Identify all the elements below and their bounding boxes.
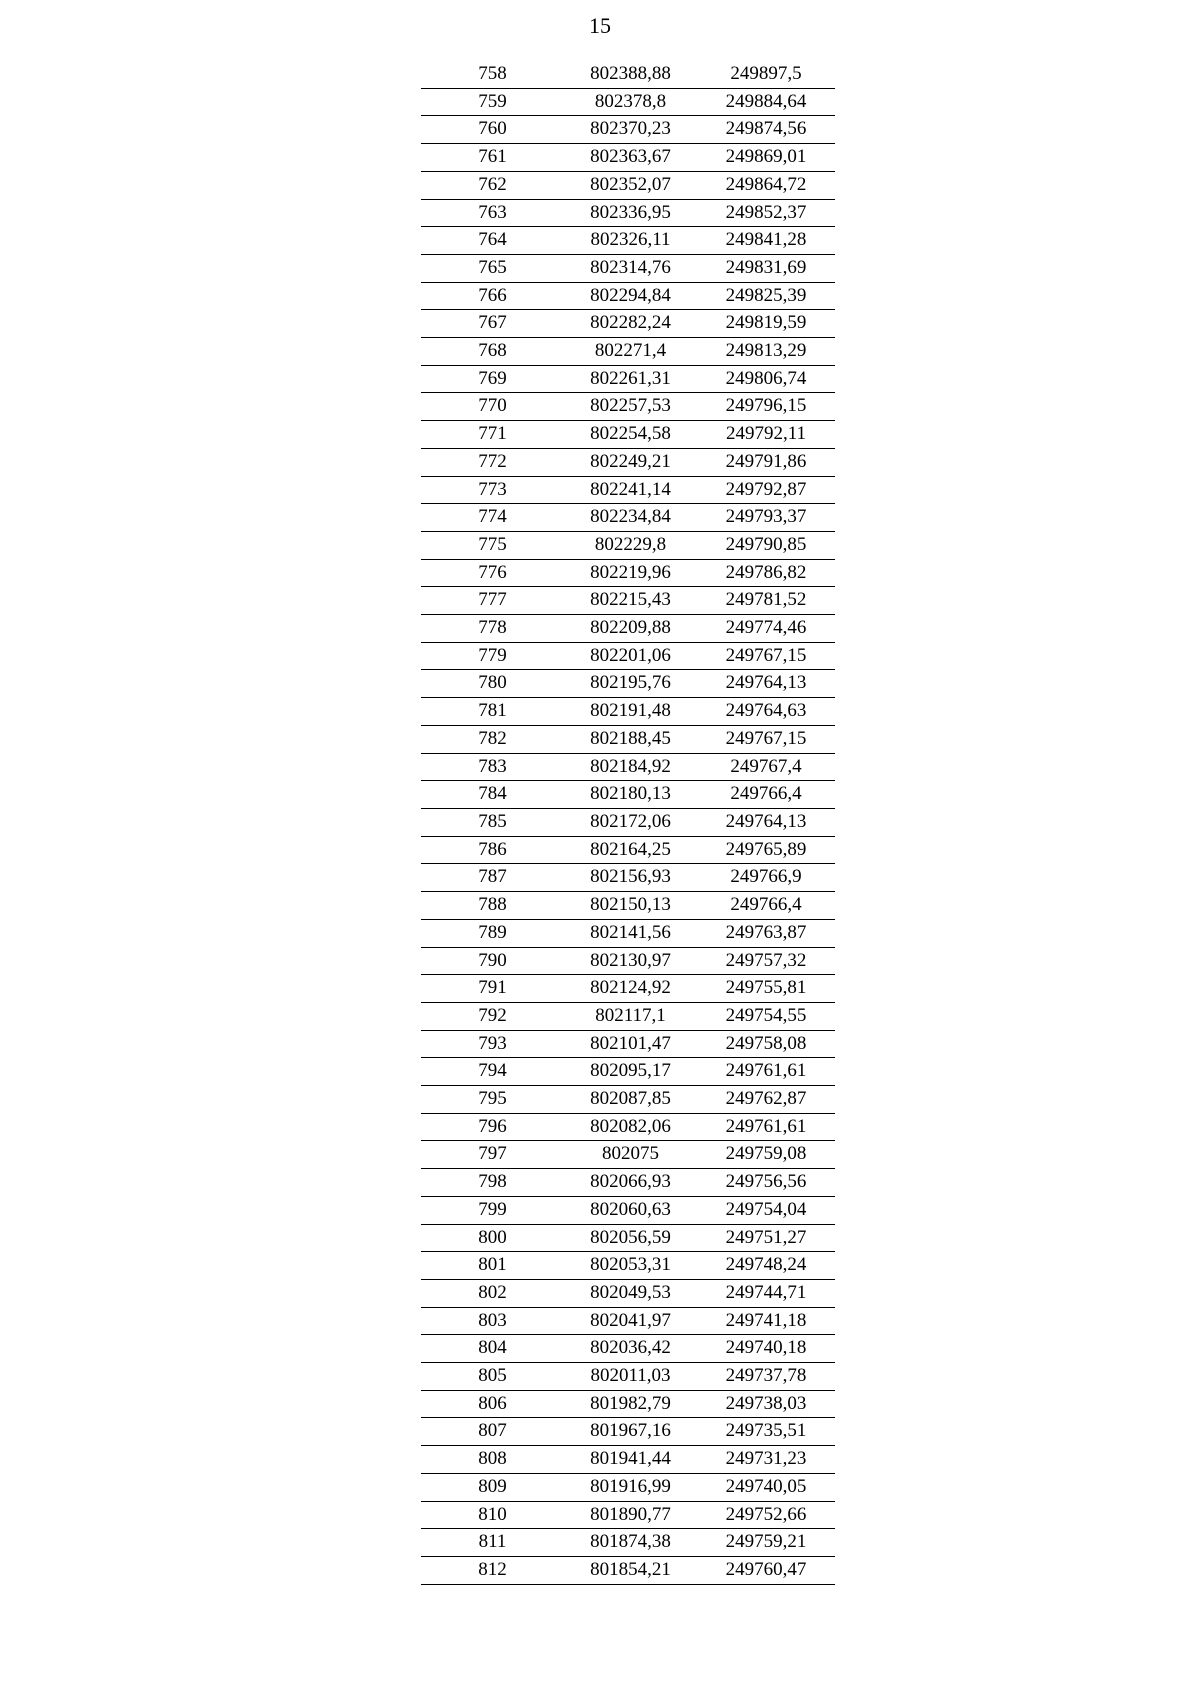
- table-row: [421, 338, 835, 366]
- table-row: [421, 144, 835, 172]
- point-number-cell: 791: [421, 975, 564, 1003]
- x-coordinate-cell: 802234,84: [564, 504, 697, 532]
- table-row: [421, 725, 835, 753]
- x-coordinate-cell: 802215,43: [564, 587, 697, 615]
- x-coordinate-cell: 802087,85: [564, 1086, 697, 1114]
- x-coordinate-cell: 802053,31: [564, 1252, 697, 1280]
- table-row: [421, 88, 835, 116]
- x-coordinate-cell: 802336,95: [564, 199, 697, 227]
- point-number-cell: 797: [421, 1141, 564, 1169]
- point-number-cell: 796: [421, 1113, 564, 1141]
- x-coordinate-cell: 802156,93: [564, 864, 697, 892]
- page-number: 15: [589, 13, 611, 38]
- y-coordinate-cell: 249767,4: [697, 753, 835, 781]
- point-number-cell: 798: [421, 1169, 564, 1197]
- point-number-cell: 786: [421, 836, 564, 864]
- y-coordinate-cell: 249741,18: [697, 1307, 835, 1335]
- y-coordinate-cell: 249897,5: [697, 61, 835, 88]
- point-number-cell: 783: [421, 753, 564, 781]
- table-row: [421, 1418, 835, 1446]
- y-coordinate-cell: 249762,87: [697, 1086, 835, 1114]
- x-coordinate-cell: 801941,44: [564, 1446, 697, 1474]
- x-coordinate-cell: 801967,16: [564, 1418, 697, 1446]
- table-row: [421, 1058, 835, 1086]
- table-row: [421, 393, 835, 421]
- y-coordinate-cell: 249748,24: [697, 1252, 835, 1280]
- table-row: [421, 171, 835, 199]
- y-coordinate-cell: 249774,46: [697, 615, 835, 643]
- table-row: [421, 254, 835, 282]
- point-number-cell: 809: [421, 1473, 564, 1501]
- point-number-cell: 808: [421, 1446, 564, 1474]
- point-number-cell: 787: [421, 864, 564, 892]
- x-coordinate-cell: 802191,48: [564, 698, 697, 726]
- point-number-cell: 794: [421, 1058, 564, 1086]
- table-row: [421, 1252, 835, 1280]
- point-number-cell: 804: [421, 1335, 564, 1363]
- y-coordinate-cell: 249756,56: [697, 1169, 835, 1197]
- table-row: [421, 1556, 835, 1584]
- point-number-cell: 803: [421, 1307, 564, 1335]
- table-row: [421, 1224, 835, 1252]
- table-row: [421, 310, 835, 338]
- x-coordinate-cell: 802257,53: [564, 393, 697, 421]
- table-row: [421, 1030, 835, 1058]
- y-coordinate-cell: 249852,37: [697, 199, 835, 227]
- x-coordinate-cell: 802036,42: [564, 1335, 697, 1363]
- point-number-cell: 772: [421, 448, 564, 476]
- y-coordinate-cell: 249864,72: [697, 171, 835, 199]
- y-coordinate-cell: 249761,61: [697, 1113, 835, 1141]
- x-coordinate-cell: 802049,53: [564, 1279, 697, 1307]
- y-coordinate-cell: 249757,32: [697, 947, 835, 975]
- y-coordinate-cell: 249766,4: [697, 892, 835, 920]
- x-coordinate-cell: 802101,47: [564, 1030, 697, 1058]
- y-coordinate-cell: 249767,15: [697, 642, 835, 670]
- table-row: [421, 781, 835, 809]
- x-coordinate-cell: 802117,1: [564, 1002, 697, 1030]
- table-row: [421, 1113, 835, 1141]
- table-row: [421, 1446, 835, 1474]
- x-coordinate-cell: 802180,13: [564, 781, 697, 809]
- point-number-cell: 782: [421, 725, 564, 753]
- x-coordinate-cell: 802254,58: [564, 421, 697, 449]
- table-row: [421, 1002, 835, 1030]
- point-number-cell: 769: [421, 365, 564, 393]
- x-coordinate-cell: 802141,56: [564, 919, 697, 947]
- y-coordinate-cell: 249831,69: [697, 254, 835, 282]
- table-row: [421, 587, 835, 615]
- point-number-cell: 775: [421, 531, 564, 559]
- y-coordinate-cell: 249764,13: [697, 808, 835, 836]
- y-coordinate-cell: 249786,82: [697, 559, 835, 587]
- x-coordinate-cell: 802195,76: [564, 670, 697, 698]
- y-coordinate-cell: 249758,08: [697, 1030, 835, 1058]
- x-coordinate-cell: 802363,67: [564, 144, 697, 172]
- x-coordinate-cell: 802201,06: [564, 642, 697, 670]
- table-row: [421, 615, 835, 643]
- x-coordinate-cell: 802282,24: [564, 310, 697, 338]
- y-coordinate-cell: 249813,29: [697, 338, 835, 366]
- y-coordinate-cell: 249759,08: [697, 1141, 835, 1169]
- y-coordinate-cell: 249764,63: [697, 698, 835, 726]
- table-row: [421, 531, 835, 559]
- x-coordinate-cell: 802130,97: [564, 947, 697, 975]
- table-row: [421, 1473, 835, 1501]
- x-coordinate-cell: 802095,17: [564, 1058, 697, 1086]
- point-number-cell: 779: [421, 642, 564, 670]
- x-coordinate-cell: 802261,31: [564, 365, 697, 393]
- table-row: [421, 670, 835, 698]
- y-coordinate-cell: 249751,27: [697, 1224, 835, 1252]
- x-coordinate-cell: 801916,99: [564, 1473, 697, 1501]
- point-number-cell: 778: [421, 615, 564, 643]
- table-row: [421, 808, 835, 836]
- y-coordinate-cell: 249766,9: [697, 864, 835, 892]
- point-number-cell: 766: [421, 282, 564, 310]
- y-coordinate-cell: 249806,74: [697, 365, 835, 393]
- x-coordinate-cell: 802164,25: [564, 836, 697, 864]
- point-number-cell: 810: [421, 1501, 564, 1529]
- point-number-cell: 758: [421, 61, 564, 88]
- y-coordinate-cell: 249841,28: [697, 227, 835, 255]
- point-number-cell: 790: [421, 947, 564, 975]
- point-number-cell: 801: [421, 1252, 564, 1280]
- table-row: [421, 61, 835, 88]
- x-coordinate-cell: 802378,8: [564, 88, 697, 116]
- table-row: [421, 448, 835, 476]
- table-row: [421, 892, 835, 920]
- point-number-cell: 763: [421, 199, 564, 227]
- y-coordinate-cell: 249738,03: [697, 1390, 835, 1418]
- coordinates-table-body: [421, 61, 835, 1584]
- x-coordinate-cell: 802219,96: [564, 559, 697, 587]
- y-coordinate-cell: 249819,59: [697, 310, 835, 338]
- y-coordinate-cell: 249764,13: [697, 670, 835, 698]
- table-row: [421, 919, 835, 947]
- coordinates-table: [421, 61, 835, 1585]
- point-number-cell: 768: [421, 338, 564, 366]
- point-number-cell: 774: [421, 504, 564, 532]
- x-coordinate-cell: 802066,93: [564, 1169, 697, 1197]
- table-row: [421, 504, 835, 532]
- point-number-cell: 793: [421, 1030, 564, 1058]
- x-coordinate-cell: 802314,76: [564, 254, 697, 282]
- point-number-cell: 776: [421, 559, 564, 587]
- x-coordinate-cell: 802060,63: [564, 1196, 697, 1224]
- x-coordinate-cell: 802075: [564, 1141, 697, 1169]
- table-row: [421, 116, 835, 144]
- y-coordinate-cell: 249731,23: [697, 1446, 835, 1474]
- x-coordinate-cell: 802326,11: [564, 227, 697, 255]
- table-row: [421, 476, 835, 504]
- table-row: [421, 1363, 835, 1391]
- table-row: [421, 1501, 835, 1529]
- y-coordinate-cell: 249781,52: [697, 587, 835, 615]
- y-coordinate-cell: 249869,01: [697, 144, 835, 172]
- y-coordinate-cell: 249792,11: [697, 421, 835, 449]
- y-coordinate-cell: 249796,15: [697, 393, 835, 421]
- y-coordinate-cell: 249755,81: [697, 975, 835, 1003]
- point-number-cell: 760: [421, 116, 564, 144]
- point-number-cell: 785: [421, 808, 564, 836]
- x-coordinate-cell: 802370,23: [564, 116, 697, 144]
- x-coordinate-cell: 802229,8: [564, 531, 697, 559]
- y-coordinate-cell: 249767,15: [697, 725, 835, 753]
- x-coordinate-cell: 801874,38: [564, 1529, 697, 1557]
- y-coordinate-cell: 249737,78: [697, 1363, 835, 1391]
- x-coordinate-cell: 802056,59: [564, 1224, 697, 1252]
- x-coordinate-cell: 802352,07: [564, 171, 697, 199]
- table-row: [421, 836, 835, 864]
- table-row: [421, 227, 835, 255]
- point-number-cell: 799: [421, 1196, 564, 1224]
- table-row: [421, 421, 835, 449]
- point-number-cell: 805: [421, 1363, 564, 1391]
- y-coordinate-cell: 249793,37: [697, 504, 835, 532]
- point-number-cell: 788: [421, 892, 564, 920]
- point-number-cell: 811: [421, 1529, 564, 1557]
- x-coordinate-cell: 802124,92: [564, 975, 697, 1003]
- point-number-cell: 762: [421, 171, 564, 199]
- y-coordinate-cell: 249744,71: [697, 1279, 835, 1307]
- table-row: [421, 753, 835, 781]
- table-row: [421, 199, 835, 227]
- point-number-cell: 771: [421, 421, 564, 449]
- x-coordinate-cell: 801982,79: [564, 1390, 697, 1418]
- x-coordinate-cell: 802150,13: [564, 892, 697, 920]
- y-coordinate-cell: 249759,21: [697, 1529, 835, 1557]
- point-number-cell: 807: [421, 1418, 564, 1446]
- point-number-cell: 781: [421, 698, 564, 726]
- point-number-cell: 759: [421, 88, 564, 116]
- x-coordinate-cell: 802241,14: [564, 476, 697, 504]
- y-coordinate-cell: 249740,05: [697, 1473, 835, 1501]
- point-number-cell: 765: [421, 254, 564, 282]
- y-coordinate-cell: 249791,86: [697, 448, 835, 476]
- point-number-cell: 777: [421, 587, 564, 615]
- point-number-cell: 761: [421, 144, 564, 172]
- x-coordinate-cell: 802041,97: [564, 1307, 697, 1335]
- y-coordinate-cell: 249761,61: [697, 1058, 835, 1086]
- point-number-cell: 792: [421, 1002, 564, 1030]
- table-row: [421, 864, 835, 892]
- point-number-cell: 812: [421, 1556, 564, 1584]
- y-coordinate-cell: 249763,87: [697, 919, 835, 947]
- x-coordinate-cell: 801890,77: [564, 1501, 697, 1529]
- table-row: [421, 1196, 835, 1224]
- y-coordinate-cell: 249752,66: [697, 1501, 835, 1529]
- y-coordinate-cell: 249754,55: [697, 1002, 835, 1030]
- x-coordinate-cell: 802294,84: [564, 282, 697, 310]
- table-row: [421, 642, 835, 670]
- point-number-cell: 770: [421, 393, 564, 421]
- x-coordinate-cell: 802249,21: [564, 448, 697, 476]
- y-coordinate-cell: 249792,87: [697, 476, 835, 504]
- table-row: [421, 282, 835, 310]
- y-coordinate-cell: 249760,47: [697, 1556, 835, 1584]
- point-number-cell: 767: [421, 310, 564, 338]
- table-row: [421, 365, 835, 393]
- y-coordinate-cell: 249740,18: [697, 1335, 835, 1363]
- x-coordinate-cell: 802082,06: [564, 1113, 697, 1141]
- x-coordinate-cell: 802388,88: [564, 61, 697, 88]
- y-coordinate-cell: 249884,64: [697, 88, 835, 116]
- table-row: [421, 1307, 835, 1335]
- point-number-cell: 795: [421, 1086, 564, 1114]
- x-coordinate-cell: 801854,21: [564, 1556, 697, 1584]
- y-coordinate-cell: 249735,51: [697, 1418, 835, 1446]
- table-row: [421, 1141, 835, 1169]
- point-number-cell: 802: [421, 1279, 564, 1307]
- table-row: [421, 559, 835, 587]
- x-coordinate-cell: 802209,88: [564, 615, 697, 643]
- y-coordinate-cell: 249754,04: [697, 1196, 835, 1224]
- x-coordinate-cell: 802172,06: [564, 808, 697, 836]
- table-row: [421, 1279, 835, 1307]
- table-row: [421, 975, 835, 1003]
- y-coordinate-cell: 249765,89: [697, 836, 835, 864]
- table-row: [421, 1169, 835, 1197]
- x-coordinate-cell: 802188,45: [564, 725, 697, 753]
- table-row: [421, 1335, 835, 1363]
- x-coordinate-cell: 802271,4: [564, 338, 697, 366]
- y-coordinate-cell: 249825,39: [697, 282, 835, 310]
- point-number-cell: 789: [421, 919, 564, 947]
- y-coordinate-cell: 249874,56: [697, 116, 835, 144]
- table-row: [421, 698, 835, 726]
- point-number-cell: 773: [421, 476, 564, 504]
- table-row: [421, 1390, 835, 1418]
- point-number-cell: 780: [421, 670, 564, 698]
- point-number-cell: 764: [421, 227, 564, 255]
- point-number-cell: 800: [421, 1224, 564, 1252]
- point-number-cell: 806: [421, 1390, 564, 1418]
- table-row: [421, 1529, 835, 1557]
- y-coordinate-cell: 249766,4: [697, 781, 835, 809]
- x-coordinate-cell: 802011,03: [564, 1363, 697, 1391]
- y-coordinate-cell: 249790,85: [697, 531, 835, 559]
- table-row: [421, 947, 835, 975]
- table-row: [421, 1086, 835, 1114]
- point-number-cell: 784: [421, 781, 564, 809]
- x-coordinate-cell: 802184,92: [564, 753, 697, 781]
